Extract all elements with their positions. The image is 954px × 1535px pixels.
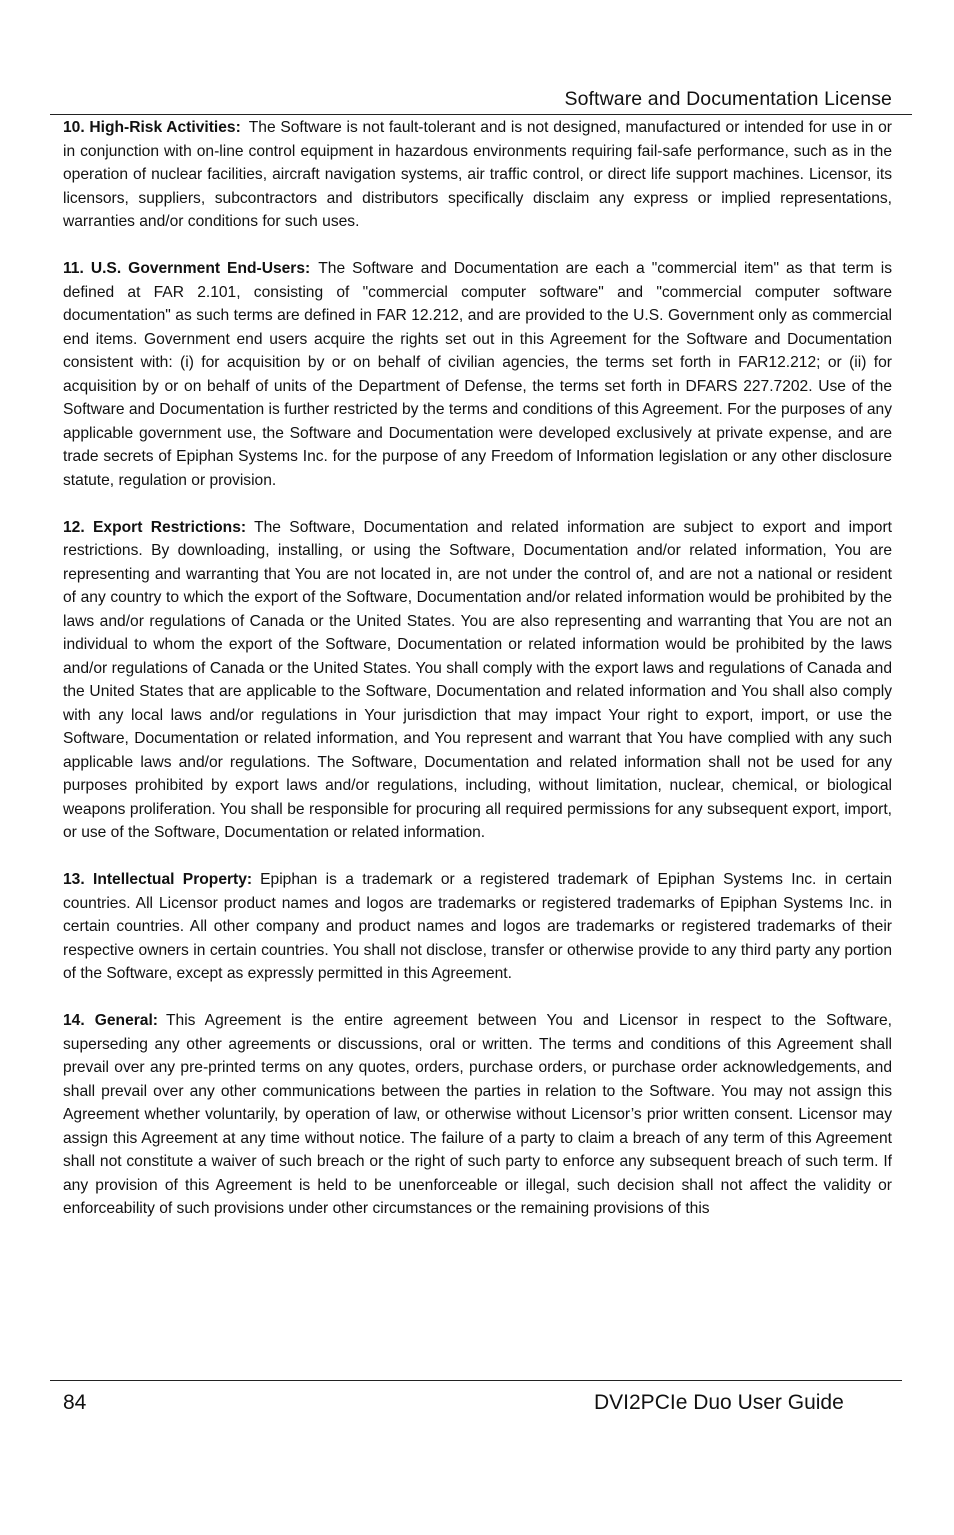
- section-heading: 12. Export Restrictions:: [63, 518, 247, 536]
- running-header-title: Software and Documentation License: [564, 88, 892, 110]
- section-general: [63, 1009, 892, 1221]
- page-number: 84: [63, 1391, 87, 1414]
- section-body: This Agreement is the entire agreement between You and Licensor in respect to the Software, superseding any other agreements or discussions, oral or written. The terms and conditions of this Agreement shall prevail over any pre-printed terms on any quotes, orders, purchase orders, or purchase order acknowledgements, and shall prevail over any other communications between the parties in relation to the Software. You may not assign this Agreement whether voluntarily, by operation of law, or otherwise without Licensor’s prior written consent. Licensor may assign this Agreement at any time without notice. The failure of a party to claim a breach of any term of this Agreement shall not constitute a waiver of such breach or the right of such party to enforce any subsequent breach of such term. If any provision of this Agreement is held to be unenforceable or illegal, such decision shall not affect the validity or enforceability of such provisions under other circumstances or the remaining provisions of this: [63, 1012, 892, 1217]
- section-body: The Software is not fault-tolerant and is not designed, manufactured or intended for use in or in conjunction with on-line control equipment in hazardous environments requiring fail-safe performance, such as in the operation of nuclear facilities, aircraft navigation systems, air traffic control, or direct life support machines. Licensor, its licensors, suppliers, subcontractors and distributors specifically disclaim any express or implied representations, warranties and/or conditions for such uses.: [63, 119, 892, 230]
- section-body: The Software, Documentation and related information are subject to export and import restrictions. By downloading, installing, or using the Software, Documentation and/or related information, You are representing and warranting that You are not located in, are not under the control of, and are not a national or resident of any country to which the export of the Software, Documentation and/or related information would be prohibited by the laws and/or regulations of Canada or the United States. You are also representing and warranting that You are not an individual to whom the export of the Software, Documentation or related information would be prohibited by the laws and/or regulations of Canada or the United States. You shall comply with the export laws and regulations of Canada and the United States that are applicable to the Software, Documentation and related information and You shall also comply with any local laws and/or regulations in Your jurisdiction that may impact Your right to export, import, or use the Software, Documentation or related information, and You represent and warrant that You have complied with any such applicable laws and/or regulations. The Software, Documentation and related information shall not be used for any purposes prohibited by export laws and/or regulations, including, without limitation, nuclear, chemical, or biological weapons proliferation. You shall be responsible for procuring all required permissions for any subsequent export, import, or use of the Software, Documentation or related information.: [63, 518, 892, 841]
- header-divider: [50, 114, 912, 115]
- section-body: Epiphan is a trademark or a registered trademark of Epiphan Systems Inc. in certain countries. All Licensor product names and logos are trademarks or registered trademarks of Epiphan Systems Inc. in certain countries. All other company and product names and logos are trademarks or registered trademarks of their respective owners in certain countries. You shall not disclose, transfer or otherwise provide to any third party any portion of the Software, except as expressly permitted in this Agreement.: [63, 871, 892, 982]
- section-body: The Software and Documentation are each a "commercial item" as that term is defined at FAR 2.101, consisting of "commercial computer software" and "commercial computer software documentation" as such terms are defined in FAR 12.212, and are provided to the U.S. Government only as commercial end items. Government end users acquire the rights set out in this Agreement for the Software and Documentation consistent with: (i) for acquisition by or on behalf of civilian agencies, the terms set forth in FAR12.212; or (ii) for acquisition by or on behalf of units of the Department of Defense, the terms set forth in DFARS 227.7202. Use of the Software and Documentation is further restricted by the terms and conditions of this Agreement. For the purposes of any applicable government use, the Software and Documentation were developed exclusively at private expense, and are trade secrets of Epiphan Systems Inc. for the purpose of any Freedom of Information legislation or any other disclosure statute, regulation or provision.: [63, 260, 892, 489]
- section-intellectual-property: [63, 868, 892, 986]
- section-us-government-end-users: [63, 257, 892, 492]
- license-text: [63, 116, 892, 1221]
- section-high-risk-activities: [63, 116, 892, 234]
- section-heading: 11. U.S. Government End-Users:: [63, 260, 311, 277]
- footer-guide-title: DVI2PCIe Duo User Guide: [594, 1391, 844, 1414]
- section-heading: 14. General:: [63, 1012, 159, 1029]
- section-heading: 13. Intellectual Property:: [63, 871, 253, 888]
- footer-divider: [50, 1380, 902, 1381]
- section-heading: 10. High-Risk Activities:: [63, 119, 241, 136]
- section-export-restrictions: [63, 516, 892, 845]
